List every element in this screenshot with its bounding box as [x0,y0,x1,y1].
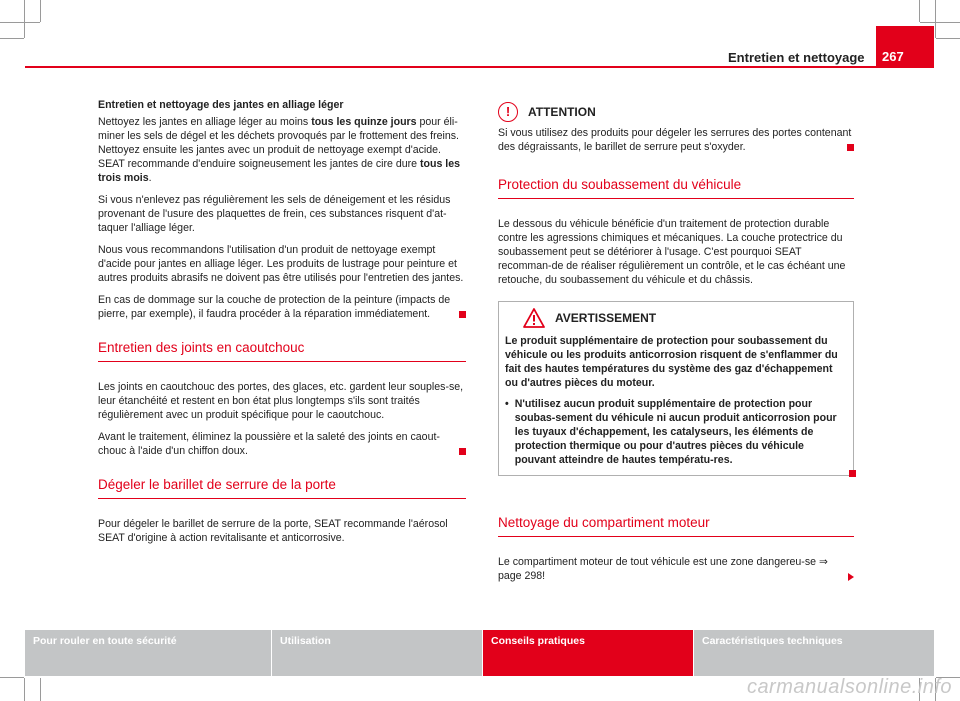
page-number: 267 [876,26,934,68]
tab-usage[interactable]: Utilisation [271,630,482,676]
section-title-underbody: Protection du soubassement du véhicule [498,176,854,199]
attention-text: Si vous utilisez des produits pour dégeler les serrures des portes contenant des dégraissants, le barillet de serrure peut s'oxyder. [498,126,854,154]
warning-title: AVERTISSEMENT [555,311,657,325]
crop-mark [24,0,25,38]
tab-practical-tips[interactable]: Conseils pratiques [482,630,693,676]
end-of-section-icon [847,144,854,151]
door-lock-paragraph: Pour dégeler le barillet de serrure de la porte, SEAT recommande l'aérosol SEAT d'origine à action revitalisante et anticorrosive. [98,518,448,544]
tab-safety[interactable]: Pour rouler en toute sécurité [25,630,271,676]
crop-mark [40,678,41,701]
attention-header [498,102,854,122]
alloy-wheels-subheading: Entretien et nettoyage des jantes en alliage léger [98,99,344,111]
section-title-rubber-seals: Entretien des joints en caoutchouc [98,339,466,362]
warning-box [498,301,854,476]
end-of-section-icon [459,311,466,318]
watermark: carmanualsonline.info [746,676,952,698]
crop-mark [0,38,24,39]
engine-compartment-paragraph: Le compartiment moteur de tout véhicule est une zone dangereu-se ⇒ page 298! [498,555,854,583]
alloy-wheels-paragraph-2: Si vous n'enlevez pas régulièrement les sels de déneigement et les résidus provenant de l'usure des plaquettes de frein, ces substances risquent d'at-taquer l'alliage léger. [98,194,451,234]
alloy-wheels-paragraph-4: En cas de dommage sur la couche de protection de la peinture (impacts de pierre, par exemple), il faudra procéder à la réparation immédiatement. [98,293,466,321]
underbody-paragraph: Le dessous du véhicule bénéficie d'un traitement de protection durable contre les agressions chimiques et mécaniques. La couche protectrice du soubassement peut se détériorer à l'usage. C'est pourquoi SEAT recomman-de de réaliser régulièrement un contrôle, et le cas échéant une retouche, du soubassement du véhicule et du châssis. [498,218,846,286]
right-column [498,98,854,591]
left-column [98,98,466,553]
alloy-wheels-paragraph: Nettoyez les jantes en alliage léger au moins tous les quinze jours pour éli-miner les sels de dégel et les déchets provoqués par le frottement des freins. Nettoyez ensuite les jantes avec un produit de nettoyage exempt d'acide. SEAT recommande d'enduire soigneusement les jantes de cire dure tous les trois mois. [98,116,461,184]
crop-mark [24,678,25,701]
warning-bullet-text: N'utilisez aucun produit supplémentaire de protection pour soubas-sement du véhicule ni aucun produit anticorrosion pour les tuyaux d'échappement, les catalyseurs, les éléments de protection thermique ou pour d'autres pièces du véhicule pouvant atteindre de hautes températu-res. [514,398,837,466]
chapter-title: Entretien et nettoyage [728,50,865,65]
tab-technical-specs[interactable]: Caractéristiques techniques [693,630,934,676]
attention-title: ATTENTION [528,105,596,119]
section-title-door-lock: Dégeler le barillet de serrure de la porte [98,476,466,499]
crop-mark [40,0,41,22]
crop-mark [936,38,960,39]
bullet-icon: • [505,398,509,410]
end-of-section-icon [459,448,466,455]
alloy-wheels-paragraph-3: Nous vous recommandons l'utilisation d'un produit de nettoyage exempt d'acide pour jantes en alliage léger. Les produits de lustrage pour peinture et autres produits abrasifs ne doivent pas être utilisés pour l'entretien des jantes. [98,244,464,284]
crop-mark [920,22,960,23]
crop-mark [935,0,936,38]
header-rule [25,66,876,68]
warning-text: Le produit supplémentaire de protection pour soubassement du véhicule ou les produits anticorrosion risquent de s'enflammer du fait des hautes températures du système des gaz d'échappement ou d'autres pièces du moteur. [505,335,838,389]
rubber-seals-paragraph: Les joints en caoutchouc des portes, des glaces, etc. gardent leur souples-se, leur étanchéité et restent en bon état plus longtemps s'ils sont traités régulièrement avec un produit spécifique pour le caoutchouc. [98,381,464,421]
crop-mark [0,22,40,23]
crop-mark [919,0,920,22]
warning-header [523,308,847,328]
continue-arrow-icon [848,573,854,581]
warning-bullet [505,397,847,467]
exclamation-icon: ! [498,102,518,122]
end-of-section-icon [849,470,856,477]
footer-nav [25,630,934,676]
crop-mark [0,677,24,678]
section-title-engine-compartment: Nettoyage du compartiment moteur [498,514,854,537]
rubber-seals-paragraph-2: Avant le traitement, éliminez la poussière et la saleté des joints en caout-chouc à l'aide d'un chiffon doux. [98,430,466,458]
warning-triangle-icon [523,308,545,328]
